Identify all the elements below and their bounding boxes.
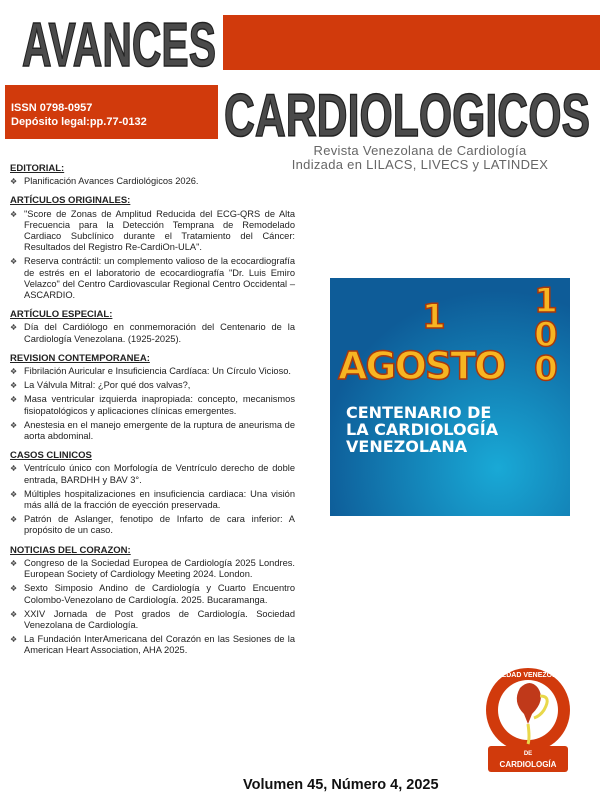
toc-item: ❖ Anestesia en el manejo emergente de la ruptura de aneurisma de aorta abdominal. [10,420,295,442]
subtitle [255,144,585,172]
section-heading: REVISION CONTEMPORANEA: [10,352,150,364]
issn-box [5,85,218,139]
toc-section [10,545,295,657]
cover-image [330,278,570,516]
toc-item: ❖ Día del Cardiólogo en conmemoración del Centenario de la Cardiología Venezolana. (1925-2025). [10,322,295,344]
deposito-legal: Depósito legal:pp.77-0132 [11,116,147,128]
title-avances: AVANCES [22,11,216,80]
toc-section [10,353,295,442]
caption-line: LA CARDIOLOGÍA [346,420,499,439]
toc-section [10,309,295,345]
section-heading: CASOS CLINICOS [10,450,92,462]
title-cardiologicos: CARDIOLOGICOS [224,82,590,149]
toc-section [10,195,295,301]
cover-digit: 1 [422,297,446,337]
toc-item: ❖ Masa ventricular izquierda inapropiada: concepto, mecanismos fisiopatológicos y aplicaciones clínicas emergentes. [10,394,295,416]
toc-item: ❖ Reserva contráctil: un complemento valioso de la ecocardiografía de estrés en el laboratorio de ecocardiografía "Dr. Luis Emiro Velazco" del Centro Cardiovascular Regional Centro Occidental – ASCARDIO. [10,256,295,301]
section-heading: NOTICIAS DEL CORAZON: [10,544,131,556]
section-heading: ARTÍCULO ESPECIAL: [10,309,113,321]
section-items [10,558,295,657]
cover-hundred-digit: 0 [534,315,558,355]
cover-hundred [528,281,564,389]
toc-item: ❖ Fibrilación Auricular e Insuficiencia Cardíaca: Un Círculo Vicioso. [10,366,295,377]
section-items [10,463,295,536]
table-of-contents [10,163,295,665]
toc-item: ❖ Planificación Avances Cardiológicos 2026. [10,176,295,187]
issn: ISSN 0798-0957 [11,102,93,114]
subtitle-line: Revista Venezolana de Cardiología [313,143,527,158]
toc-item: ❖ XXIV Jornada de Post grados de Cardiología. Sociedad Venezolana de Cardiología. [10,609,295,631]
toc-section [10,163,295,187]
title-avances-wrapper [20,8,220,80]
section-items [10,322,295,344]
toc-item: ❖ Ventrículo único con Morfología de Ventrículo derecho de doble entrada, BARDHH y BAV 3°. [10,463,295,485]
toc-item: ❖ La Fundación InterAmericana del Corazón en las Sesiones de la American Heart Association, AHA 2025. [10,634,295,656]
toc-section [10,450,295,536]
toc-item: ❖ Sexto Simposio Andino de Cardiología y Cuarto Encuentro Colombo-Venezolano de Cardiología. 2025. Bucaramanga. [10,583,295,605]
toc-item: ❖ Congreso de la Sociedad Europea de Cardiología 2025 Londres. European Society of Cardiology Meeting 2024. London. [10,558,295,580]
logo-banner: CARDIOLOGÍA [499,760,557,769]
toc-item: ❖ "Score de Zonas de Amplitud Reducida del ECG-QRS de Alta Frecuencia para la Detección Temprana de Remodelado Cardiaco Subclínico durante el Tratamiento del Cáncer: Resultados del Registro Re-CardiOn-ULA". [10,209,295,254]
toc-item: ❖ Patrón de Aslanger, fenotipo de Infarto de cara inferior: A propósito de un caso. [10,514,295,536]
section-items [10,176,295,187]
caption-line: CENTENARIO DE [346,403,492,422]
subtitle-line: Indizada en LILACS, LIVECS y LATINDEX [291,157,549,172]
logo-ring-text: SOCIEDAD VENEZOLANA [484,672,572,679]
section-items [10,366,295,442]
toc-item: ❖ Múltiples hospitalizaciones en insuficiencia cardiaca: Una visión más allá de la fracción de eyección preservada. [10,489,295,511]
toc-item: ❖ La Válvula Mitral: ¿Por qué dos valvas?, [10,380,295,391]
cover-hundred-digit: 1 [534,281,558,321]
section-items [10,209,295,302]
cover-caption [346,404,526,455]
society-logo [478,658,578,776]
cover-word: AGOSTO [338,344,505,388]
volume-info: Volumen 45, Número 4, 2025 [243,777,439,793]
caption-line: VENEZOLANA [346,437,468,456]
cover-hundred-digit: 0 [534,349,558,389]
section-heading: ARTÍCULOS ORIGINALES: [10,195,131,207]
header-red-bar [223,15,600,70]
logo-banner-top: DE [523,751,533,757]
section-heading: EDITORIAL: [10,163,65,174]
title-cardiologicos-wrapper [222,80,594,149]
